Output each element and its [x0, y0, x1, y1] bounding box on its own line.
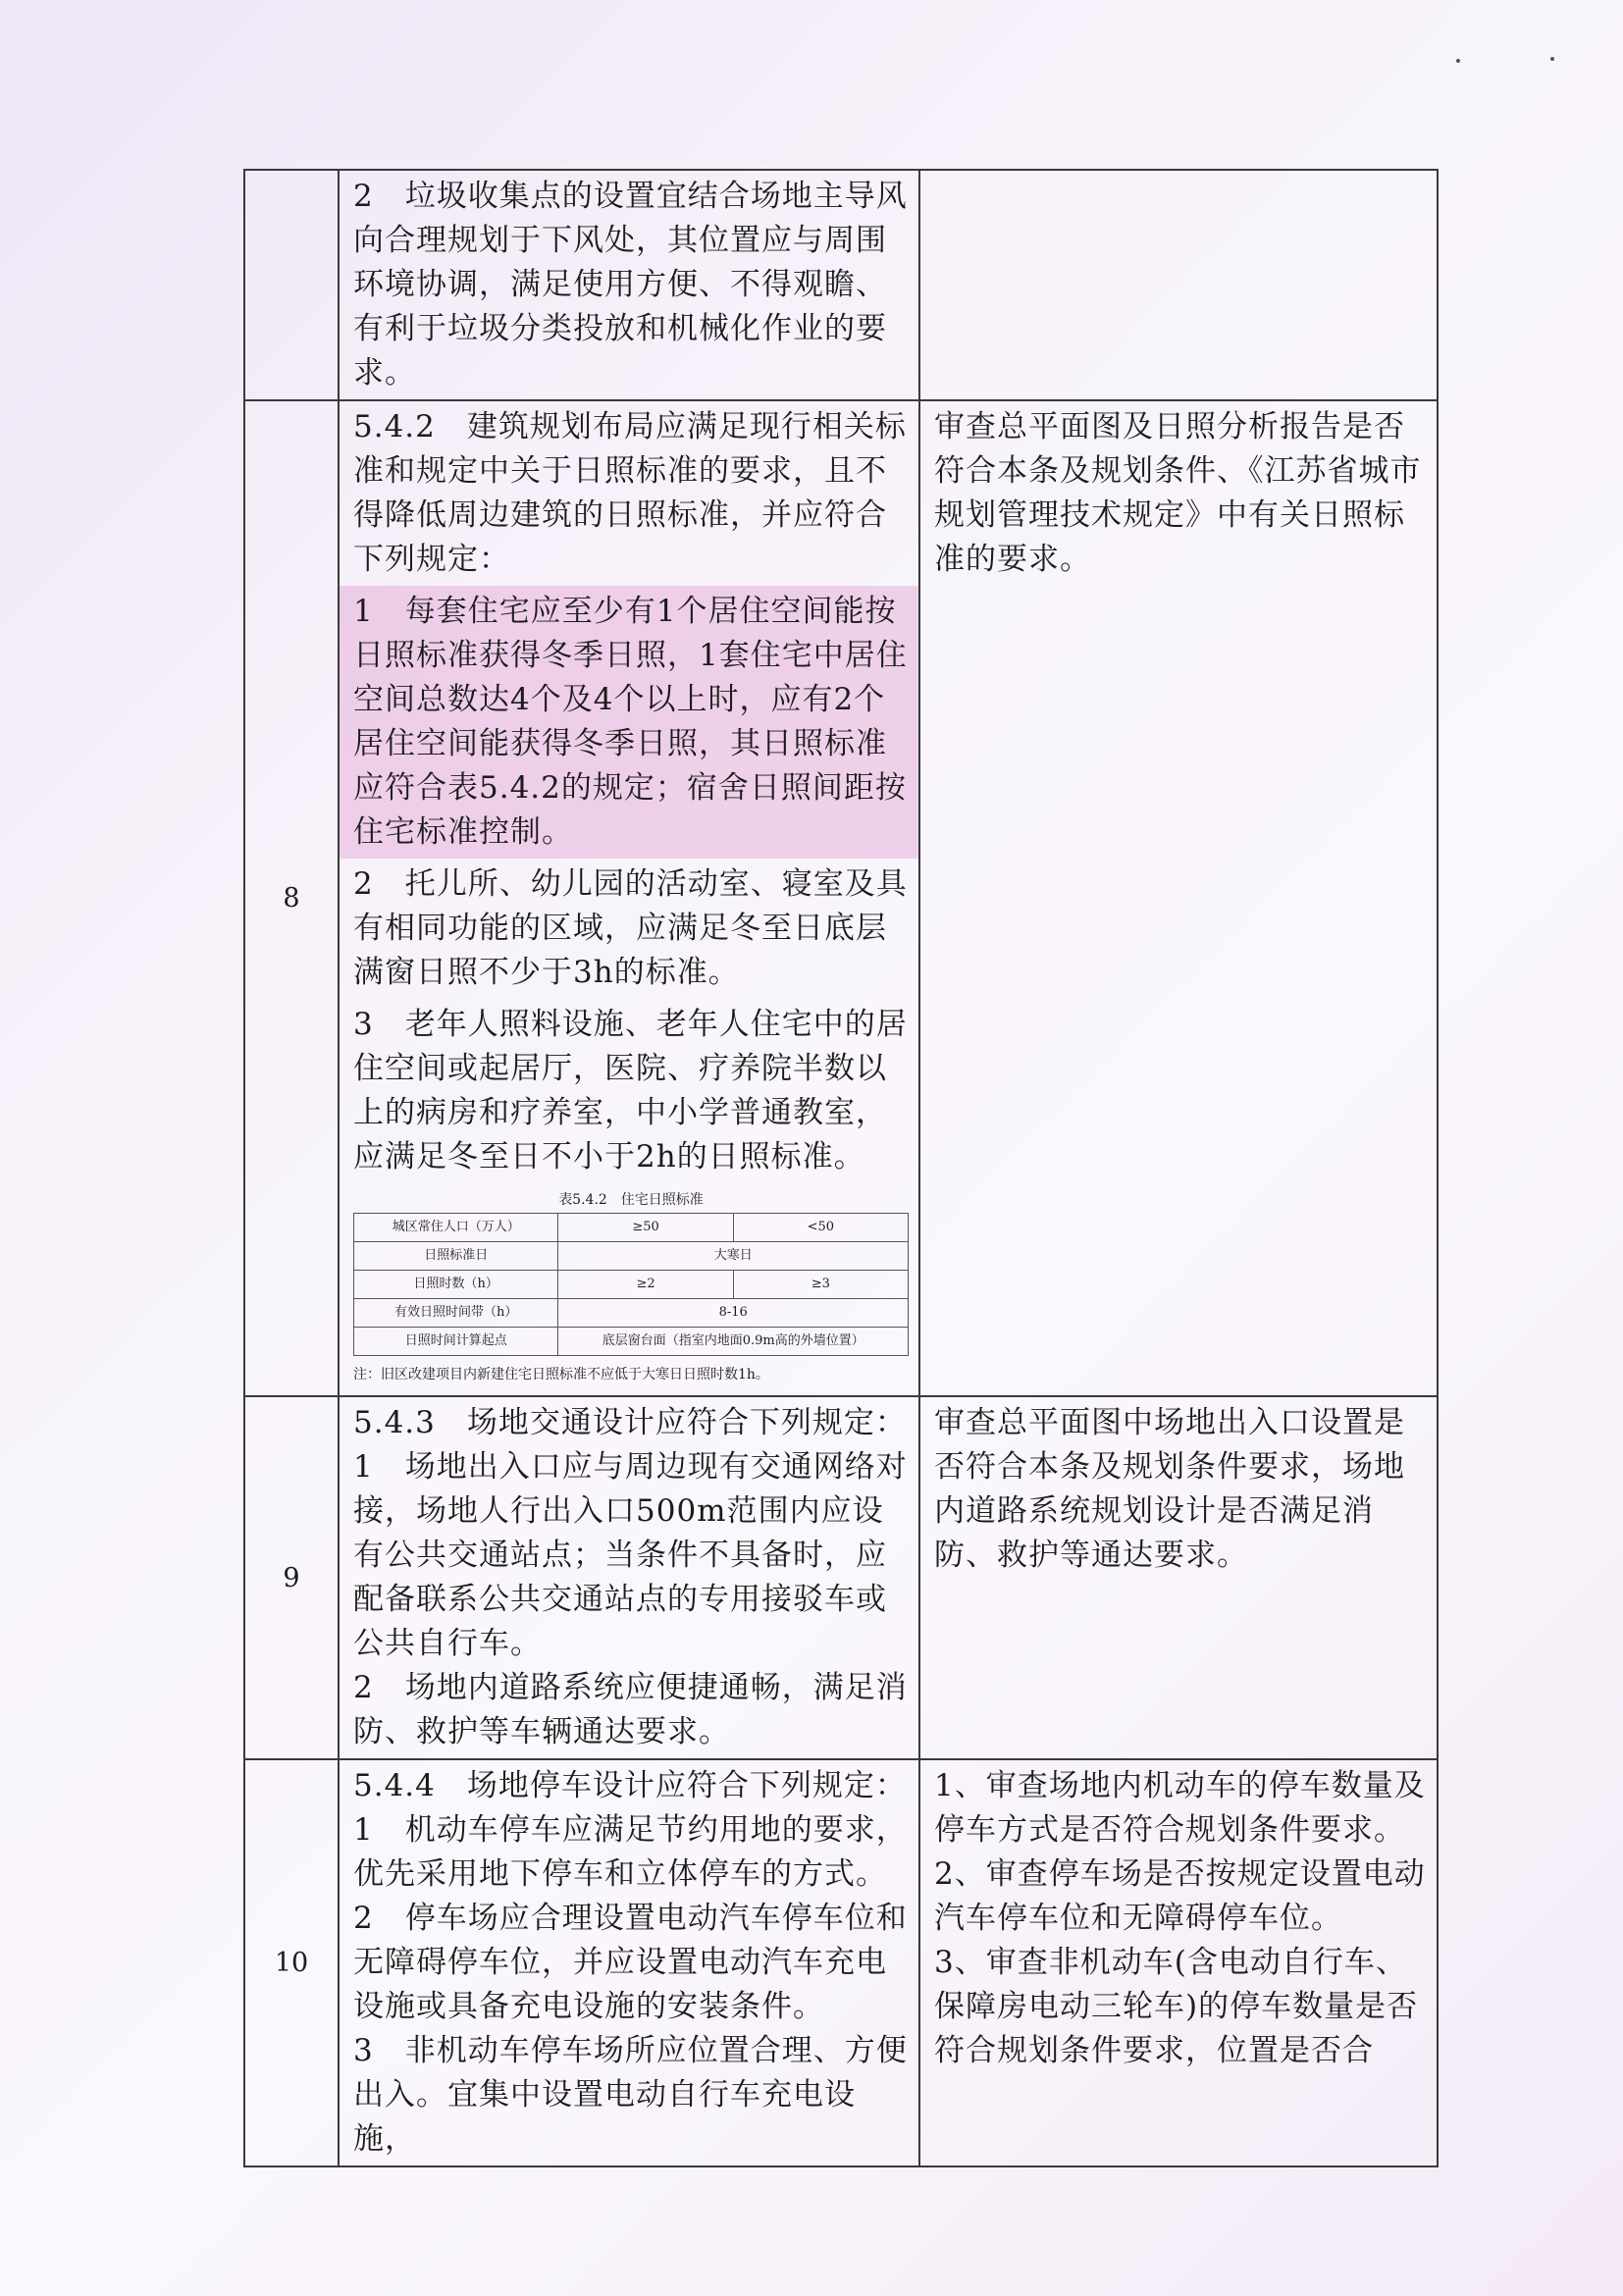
review-cell — [919, 1759, 1438, 2166]
table-row — [244, 170, 1438, 400]
review-cell — [919, 1396, 1438, 1759]
sub-cell: 城区常住人口（万人） — [354, 1214, 558, 1242]
table-row — [244, 1759, 1438, 2166]
clause-text: 2 垃圾收集点的设置宜结合场地主导风向合理规划于下风处，其位置应与周围环境协调，满足使用方便、不得观瞻、有利于垃圾分类投放和机械化作业的要求。 — [353, 179, 908, 391]
review-text: 1、审查场地内机动车的停车数量及停车方式是否符合规划条件要求。 2、审查停车场是否按规定设置电动汽车停车位和无障碍停车位。 3、审查非机动车(含电动自行车、保障房电动三轮车)的停车数量是否符合规划条件要求，位置是否合 — [934, 1768, 1426, 2068]
table-row — [244, 1396, 1438, 1759]
sub-cell: ≥3 — [733, 1271, 908, 1299]
clause-text: 5.4.3 场地交通设计应符合下列规定： 1 场地出入口应与周边现有交通网络对接，场地人行出入口500m范围内应设有公共交通站点；当条件不具备时，应配备联系公共交通站点的专用接驳车或公共自行车。 2 场地内道路系统应便捷通畅，满足消防、救护等车辆通达要求。 — [353, 1405, 908, 1749]
scan-speck — [1456, 59, 1460, 63]
clause-intro: 5.4.2 建筑规划布局应满足现行相关标准和规定中关于日照标准的要求，且不得降低周边建筑的日照标准，并应符合下列规定： — [353, 409, 907, 577]
clause-text: 5.4.4 场地停车设计应符合下列规定： 1 机动车停车应满足节约用地的要求，优先采用地下停车和立体停车的方式。 2 停车场应合理设置电动汽车停车位和无障碍停车位，并应设置电动汽车充电设施或具备充电设施的安装条件。 3 非机动车停车场所应位置合理、方便出入。宜集中设置电动自行车充电设施， — [353, 1768, 908, 2157]
sub-cell: ≥2 — [558, 1271, 733, 1299]
review-table — [243, 169, 1439, 2167]
review-cell — [919, 170, 1438, 400]
row-number: 10 — [244, 1759, 339, 2166]
clause-cell — [339, 1759, 919, 2166]
sub-cell: 日照标准日 — [354, 1242, 558, 1271]
sub-table-note: 注：旧区改建项目内新建住宅日照标准不应低于大寒日日照时数1h。 — [353, 1367, 769, 1383]
sub-cell: 日照时数（h） — [354, 1271, 558, 1299]
row-number: 9 — [244, 1396, 339, 1759]
sub-cell: 8-16 — [558, 1299, 909, 1328]
sunlight-standard-table — [340, 1183, 918, 1395]
table-row — [244, 400, 1438, 1396]
sub-table-caption: 表5.4.2 住宅日照标准 — [558, 1192, 704, 1208]
clause-item-3: 3 老年人照料设施、老年人住宅中的居住空间或起居厅，医院、疗养院半数以上的病房和疗养室，中小学普通教室，应满足冬至日不小于2h的日照标准。 — [353, 1007, 908, 1174]
clause-item-1: 1 每套住宅应至少有1个居住空间能按日照标准获得冬季日照，1套住宅中居住空间总数达4个及4个以上时，应有2个居住空间能获得冬季日照，其日照标准应符合表5.4.2的规定；宿舍日照间距按住宅标准控制。 — [340, 586, 918, 859]
review-text: 审查总平面图及日照分析报告是否符合本条及规划条件、《江苏省城市规划管理技术规定》中有关日照标准的要求。 — [934, 409, 1422, 577]
clause-cell — [339, 1396, 919, 1759]
clause-item-2: 2 托儿所、幼儿园的活动室、寝室及具有相同功能的区域，应满足冬至日底层满窗日照不少于3h的标准。 — [353, 866, 908, 990]
review-cell — [919, 400, 1438, 1396]
sub-cell: ≥50 — [558, 1214, 733, 1242]
sub-cell: 底层窗台面（指室内地面0.9m高的外墙位置） — [558, 1328, 909, 1356]
clause-cell — [339, 400, 919, 1396]
sub-cell: <50 — [733, 1214, 908, 1242]
scan-speck — [1550, 57, 1554, 61]
sub-table — [353, 1213, 909, 1356]
sub-cell: 日照时间计算起点 — [354, 1328, 558, 1356]
row-number — [244, 170, 339, 400]
row-number: 8 — [244, 400, 339, 1396]
review-text: 审查总平面图中场地出入口设置是否符合本条及规划条件要求，场地内道路系统规划设计是否满足消防、救护等通达要求。 — [934, 1405, 1405, 1573]
sub-cell: 有效日照时间带（h） — [354, 1299, 558, 1328]
sub-cell: 大寒日 — [558, 1242, 909, 1271]
clause-cell — [339, 170, 919, 400]
